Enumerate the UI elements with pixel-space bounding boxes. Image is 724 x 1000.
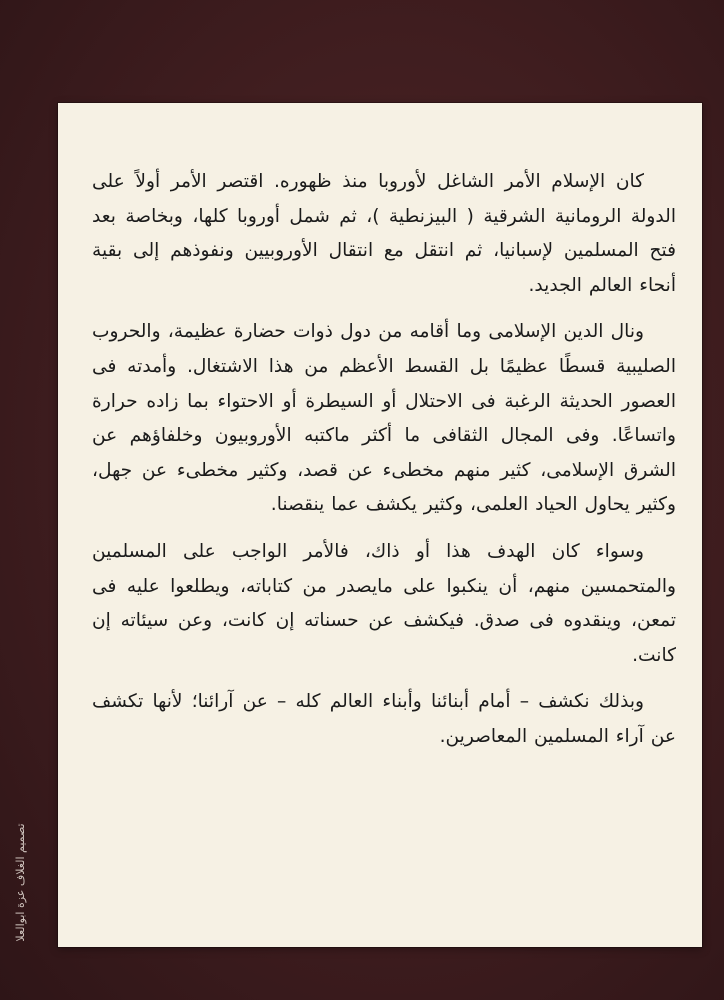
paragraph-4: وبذلك نكشف – أمام أبنائنا وأبناء العالم كله – عن آرائنا؛ لأنها تكشف عن آراء المسلمين المعاصرين. xyxy=(92,691,676,747)
body-text xyxy=(92,165,676,755)
designer-credit: تصميم الغلاف عزة ابوالعلا xyxy=(14,823,27,942)
paragraph-2: ونال الدين الإسلامى وما أقامه من دول ذوات حضارة عظيمة، والحروب الصليبية قسطًا عظيمًا بل القسط الأعظم من هذا الاشتغال. وأمدته فى العصور الحديثة الرغبة فى الاحتلال أو السيطرة أو الاحتواء بما زاده حرارة واتساعًا. وفى المجال الثقافى ما أكثر ماكتبه الأوروبيون وخلفاؤهم عن الشرق الإسلامى، كثير منهم مخطىء عن قصد، وكثير مخطىء عن جهل، وكثير يحاول الحياد العلمى، وكثير يكشف عما ينقصنا. xyxy=(92,321,676,516)
text-panel xyxy=(58,103,702,947)
paragraph-1: كان الإسلام الأمر الشاغل لأوروبا منذ ظهوره. اقتصر الأمر أولاً على الدولة الرومانية الشرقية ( البيزنطية )، ثم شمل أوروبا كلها، وبخاصة بعد فتح المسلمين لإسبانيا، ثم انتقل مع انتقال الأوروبيين ونفوذهم إلى بقية أنحاء العالم الجديد. xyxy=(92,171,676,296)
paragraph-3: وسواء كان الهدف هذا أو ذاك، فالأمر الواجب على المسلمين والمتحمسين منهم، أن ينكبوا على مايصدر من كتاباته، ويطلعوا عليه فى تمعن، وينقدوه فى صدق. فيكشف عن حسناته إن كانت، وعن سيئاته إن كانت. xyxy=(92,540,676,666)
